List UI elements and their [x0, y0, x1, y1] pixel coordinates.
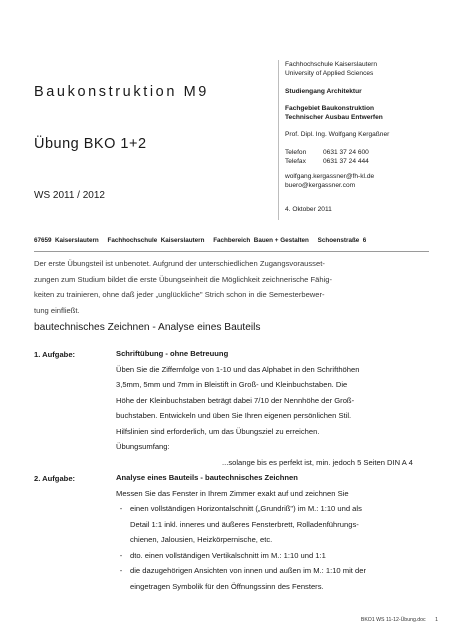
task-2-item: [116, 548, 436, 564]
email-1: wolfgang.kergassner@fh-kl.de: [285, 173, 375, 180]
task-1-line: Hilfslinien sind erforderlich, um das Übungsziel zu erreichen.: [116, 426, 320, 436]
fachgebiet: [285, 104, 383, 122]
task-2-number: 2. Aufgabe:: [34, 474, 76, 483]
task-1-note: ...solange bis es perfekt ist, min. jedoch 5 Seiten DIN A 4: [222, 457, 413, 467]
divider-line: [34, 251, 429, 252]
institution-line-2: University of Applied Sciences: [285, 70, 374, 77]
page-footer: [361, 617, 438, 623]
section-title: bautechnisches Zeichnen - Analyse eines Bauteils: [34, 322, 261, 333]
intro-line: Der erste Übungsteil ist unbenotet. Aufgrund der unterschiedlichen Zugangsvorausset-: [34, 259, 325, 268]
telefax-label: Telefax: [285, 158, 306, 165]
header-divider: [278, 60, 279, 220]
item-dash: -: [119, 566, 123, 575]
item-text: Detail 1:1 inkl. inneres und äußeres Fensterbrett, Rolladenführungs-: [130, 519, 359, 529]
professor-name: Prof. Dipl. Ing. Wolfgang Kergaßner: [285, 131, 390, 138]
task-2-item: [116, 501, 436, 517]
item-dash: -: [119, 550, 123, 560]
intro-line: zungen zum Studium bildet die erste Übungseinheit die Möglichkeit zeichnerische Fähig-: [34, 274, 333, 284]
item-text: chienen, Jalousien, Heizkörpernische, etc.: [130, 535, 273, 544]
institution-name: [285, 60, 377, 78]
task-2-intro: Messen Sie das Fenster in Ihrem Zimmer exakt auf und zeichnen Sie: [116, 488, 349, 498]
item-text: die dazugehörigen Ansichten von innen und außen im M.: 1:10 mit der: [130, 566, 366, 575]
fachgebiet-line-2: Technischer Ausbau Entwerfen: [285, 114, 383, 121]
task-2-title: Analyse eines Bauteils - bautechnisches Zeichnen: [116, 473, 298, 482]
studiengang: Studiengang Architektur: [285, 88, 362, 95]
item-text: dto. einen vollständigen Vertikalschnitt im M.: 1:10 und 1:1: [130, 550, 326, 560]
fachgebiet-line-1: Fachgebiet Baukonstruktion: [285, 105, 375, 112]
intro-paragraph: [34, 256, 429, 318]
item-dash: [116, 579, 126, 595]
item-dash: [116, 517, 126, 533]
task-1-line: Üben Sie die Ziffernfolge von 1-10 und das Alphabet in den Schrifthöhen: [116, 364, 360, 374]
task-1-line: Höhe der Kleinbuchstaben beträgt dabei 7/10 der Nennhöhe der Groß-: [116, 395, 355, 405]
institution-line-1: Fachhochschule Kaiserslautern: [285, 61, 377, 68]
telefon-value: 0631 37 24 600: [323, 149, 369, 156]
item-dash: [116, 532, 126, 548]
footer-filename: BKO1 WS 11-12-Übung.doc: [360, 617, 426, 623]
course-title: Baukonstruktion M9: [34, 84, 209, 100]
telefon-label: Telefon: [285, 149, 307, 156]
contact-email: [285, 172, 374, 190]
task-1-title: Schriftübung - ohne Betreuung: [116, 349, 229, 358]
semester: WS 2011 / 2012: [34, 190, 105, 201]
item-dash: -: [119, 504, 123, 513]
intro-line: tung einfließt.: [34, 305, 80, 315]
task-1-line: Übungsumfang:: [116, 442, 170, 451]
exercise-title: Übung BKO 1+2: [34, 136, 147, 152]
item-text: eingetragen Symbolik für den Öffnungssinn des Fensters.: [130, 581, 324, 591]
document-date: 4. Oktober 2011: [285, 206, 332, 213]
footer-page-number: 1: [435, 617, 438, 623]
task-2-body: [116, 470, 436, 594]
task-2-item: [116, 517, 436, 533]
contact-phone: [285, 148, 369, 166]
task-1-line: buchstaben. Entwickeln und üben Sie Ihren eigenen persönlichen Stil.: [116, 411, 352, 420]
task-2-item: [116, 563, 436, 579]
task-2-item: [116, 532, 436, 548]
address-line: 67659 Kaiserslautern Fachhochschule Kaiserslautern Fachbereich Bauen + Gestalten Schoenstraße 6: [34, 237, 367, 244]
intro-line: keiten zu trainieren, ohne daß jeder „unglückliche" Strich schon in die Semesterbewer-: [34, 290, 325, 299]
task-1-number: 1. Aufgabe:: [34, 350, 76, 359]
task-1-body: [116, 346, 436, 470]
item-text: einen vollständigen Horizontalschnitt („Grundriß") im M.: 1:10 und als: [130, 504, 362, 513]
telefax-value: 0631 37 24 444: [323, 158, 369, 165]
task-2-item: [116, 579, 436, 595]
email-2: buero@kergassner.com: [285, 182, 356, 189]
task-1-line: 3,5mm, 5mm und 7mm in Bleistift in Groß- und Kleinbuchstaben. Die: [116, 380, 348, 389]
